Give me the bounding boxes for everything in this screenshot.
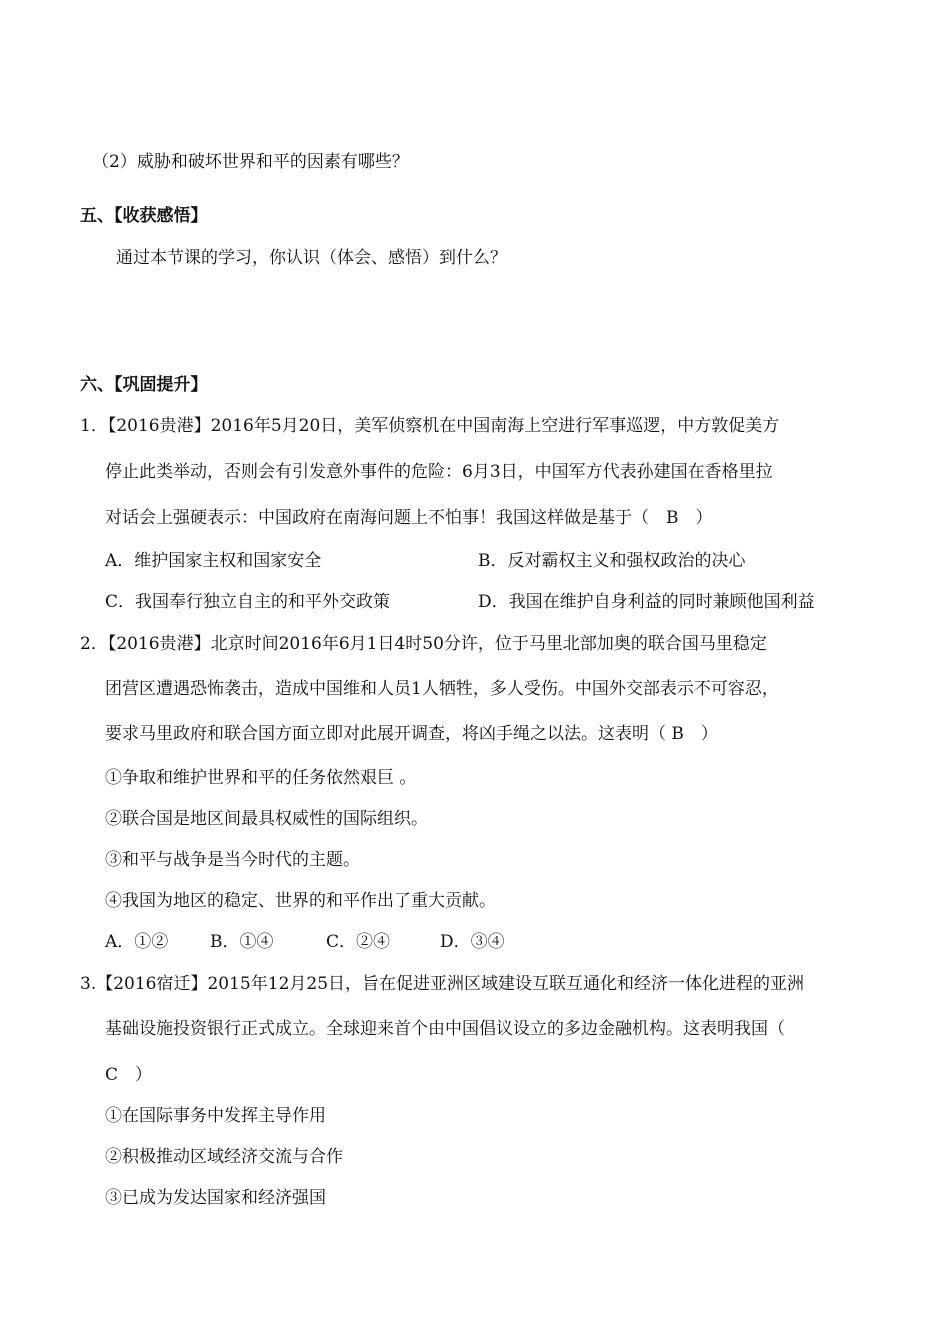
section6-heading: 六、【巩固提升】 (80, 375, 208, 395)
q1-line-2: 停止此类举动，否则会有引发意外事件的危险：6月3日，中国军方代表孙建国在香格里拉 (105, 462, 773, 482)
q2-statement-4: ④我国为地区的稳定、世界的和平作出了重大贡献。 (105, 891, 496, 911)
q3-statement-2: ②积极推动区域经济交流与合作 (105, 1147, 343, 1167)
q1-line-1: 1．【2016贵港】2016年5月20日，美军侦察机在中国南海上空进行军事巡逻，中方敦促美方 (80, 416, 780, 436)
q2-line-1: 2．【2016贵港】北京时间2016年6月1日4时50分许，位于马里北部加奥的联合国马里稳定 (80, 634, 767, 654)
q2-line-3: 要求马里政府和联合国方面立即对此展开调查，将凶手绳之以法。这表明（ B ） (105, 724, 718, 744)
section4-question-2: （2）威胁和破坏世界和平的因素有哪些？ (92, 152, 409, 172)
q1-option-a: A．维护国家主权和国家安全 (105, 551, 322, 571)
q2-option-c: C．②④ (326, 932, 391, 952)
q2-statement-1: ①争取和维护世界和平的任务依然艰巨 。 (105, 768, 417, 788)
section5-heading: 五、【收获感悟】 (80, 206, 208, 226)
q2-statement-3: ③和平与战争是当今时代的主题。 (105, 850, 360, 870)
q1-option-b: B．反对霸权主义和强权政治的决心 (478, 551, 746, 571)
q3-line-1: 3.【2016宿迁】2015年12月25日，旨在促进亚洲区域建设互联互通化和经济一体化进程的亚洲 (80, 974, 805, 994)
q2-option-d: D．③④ (440, 932, 505, 952)
section5-prompt: 通过本节课的学习，你认识（体会、感悟）到什么？ (116, 248, 507, 268)
q1-line-3: 对话会上强硬表示：中国政府在南海问题上不怕事！我国这样做是基于（ B ） (105, 508, 713, 528)
q1-option-c: C．我国奉行独立自主的和平外交政策 (105, 592, 391, 612)
q3-line-3: C ） (105, 1065, 153, 1085)
q3-line-2: 基础设施投资银行正式成立。全球迎来首个由中国倡议设立的多边金融机构。这表明我国（ (105, 1019, 785, 1039)
q2-option-b: B．①④ (210, 932, 274, 952)
q2-line-2: 团营区遭遇恐怖袭击，造成中国维和人员1人牺牲，多人受伤。中国外交部表示不可容忍， (105, 679, 779, 699)
q3-statement-3: ③已成为发达国家和经济强国 (105, 1188, 326, 1208)
q2-option-a: A．①② (105, 932, 169, 952)
q3-statement-1: ①在国际事务中发挥主导作用 (105, 1106, 326, 1126)
q2-statement-2: ②联合国是地区间最具权威性的国际组织。 (105, 809, 428, 829)
q1-option-d: D．我国在维护自身利益的同时兼顾他国利益 (478, 592, 815, 612)
